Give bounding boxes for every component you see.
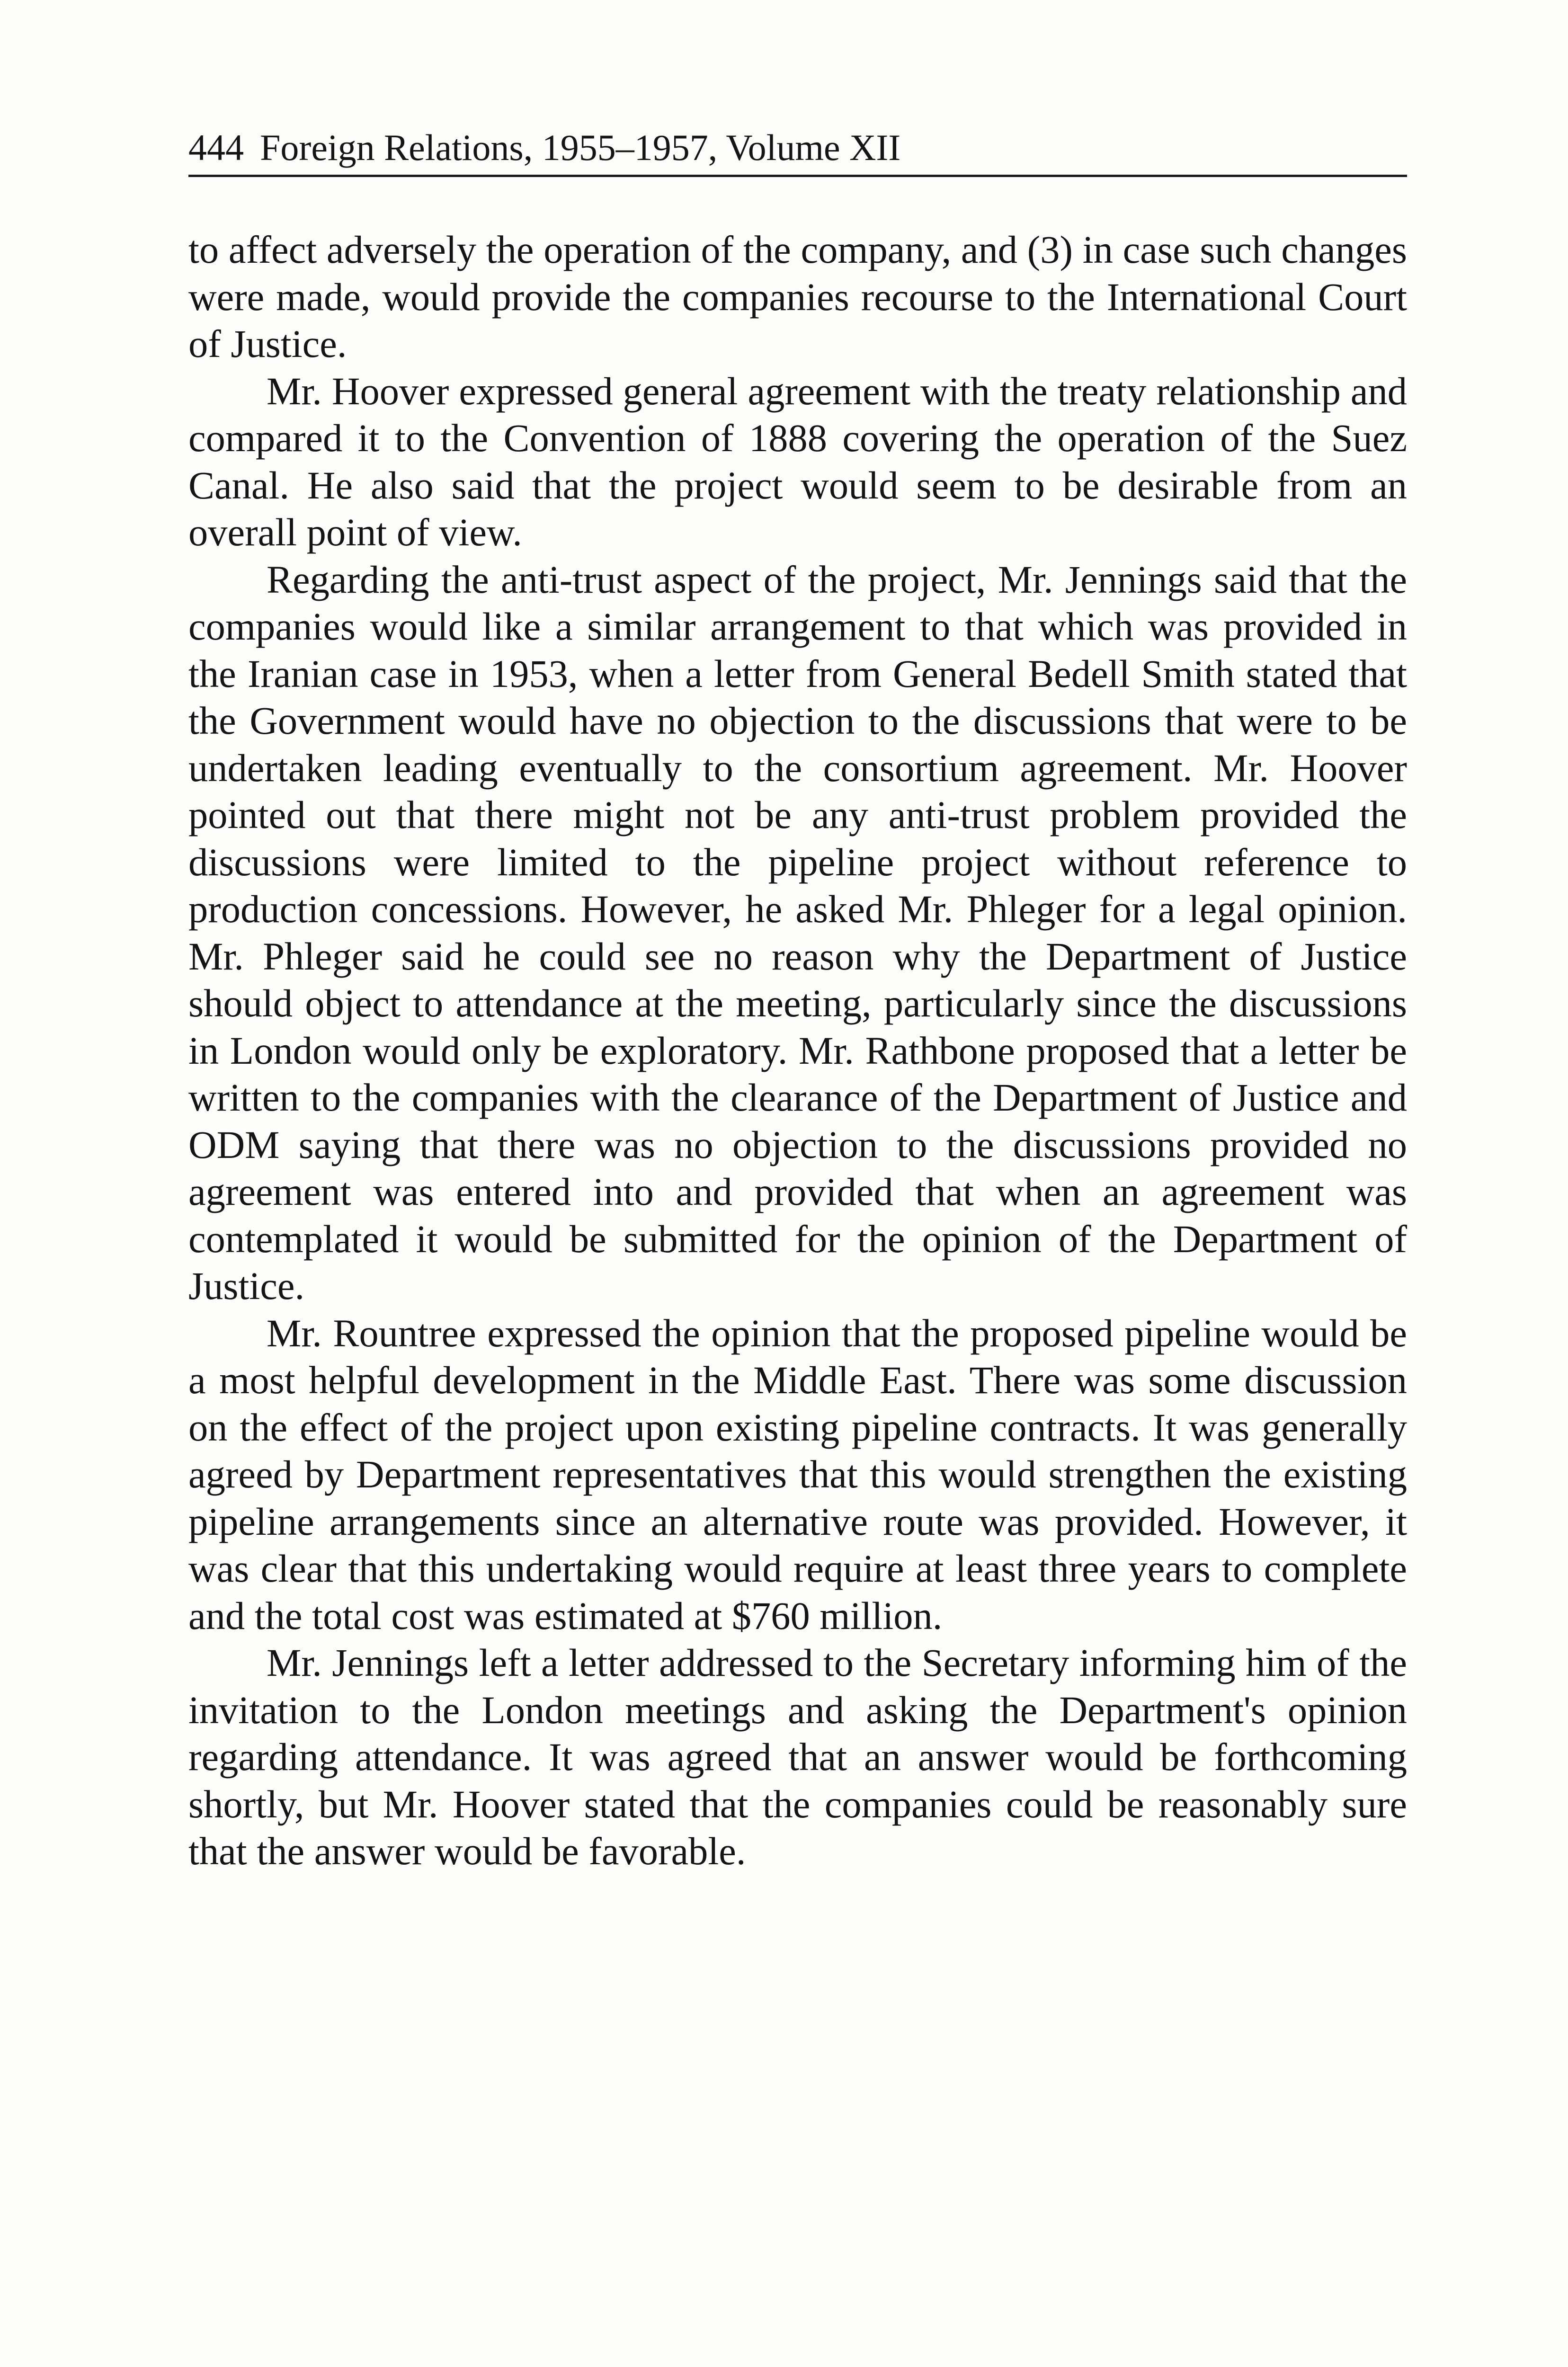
paragraph-hoover-treaty: Mr. Hoover expressed general agreement with the treaty relationship and compared it to the Convention of 1888 covering the operation of the Suez Canal. He also said that the project would seem to be desirable from an overall point of view.: [188, 369, 1407, 554]
paragraph-anti-trust: Regarding the anti-trust aspect of the project, Mr. Jennings said that the companies would like a similar arrangement to that which was provided in the Iranian case in 1953, when a letter from General Bedell Smith stated that the Government would have no objection to the discussions that were to be undertaken leading eventually to the consortium agreement. Mr. Hoover pointed out that there might not be any anti-trust problem provided the discussions were limited to the pipeline project without reference to production concessions. However, he asked Mr. Phleger for a legal opinion. Mr. Phleger said he could see no reason why the Department of Justice should object to attendance at the meeting, particularly since the discussions in London would only be exploratory. Mr. Rathbone proposed that a letter be written to the companies with the clearance of the Department of Justice and ODM saying that there was no objection to the discussions provided no agreement was entered into and provided that when an agreement was contemplated it would be submitted for the opinion of the Department of Justice.: [188, 557, 1407, 1308]
body-text: [188, 226, 1407, 1875]
paragraph-jennings-letter: Mr. Jennings left a letter addressed to the Secretary informing him of the invitation to the London meetings and asking the Department's opinion regarding attendance. It was agreed that an answer would be forthcoming shortly, but Mr. Hoover stated that the companies could be reasonably sure that the answer would be favorable.: [188, 1641, 1407, 1873]
running-title: Foreign Relations, 1955–1957, Volume XII: [260, 127, 901, 168]
paragraph-continuation: to affect adversely the operation of the company, and (3) in case such changes were made, would provide the companies recourse to the International Court of Justice.: [188, 228, 1407, 365]
running-head: [188, 124, 1407, 177]
paragraph-rountree-pipeline: Mr. Rountree expressed the opinion that the proposed pipeline would be a most helpful development in the Middle East. There was some discussion on the effect of the project upon existing pipeline contracts. It was generally agreed by Department representatives that this would strengthen the existing pipeline arrangements since an alternative route was provided. However, it was clear that this undertaking would require at least three years to complete and the total cost was estimated at $760 million.: [188, 1311, 1407, 1637]
page-number: 444: [188, 127, 244, 168]
